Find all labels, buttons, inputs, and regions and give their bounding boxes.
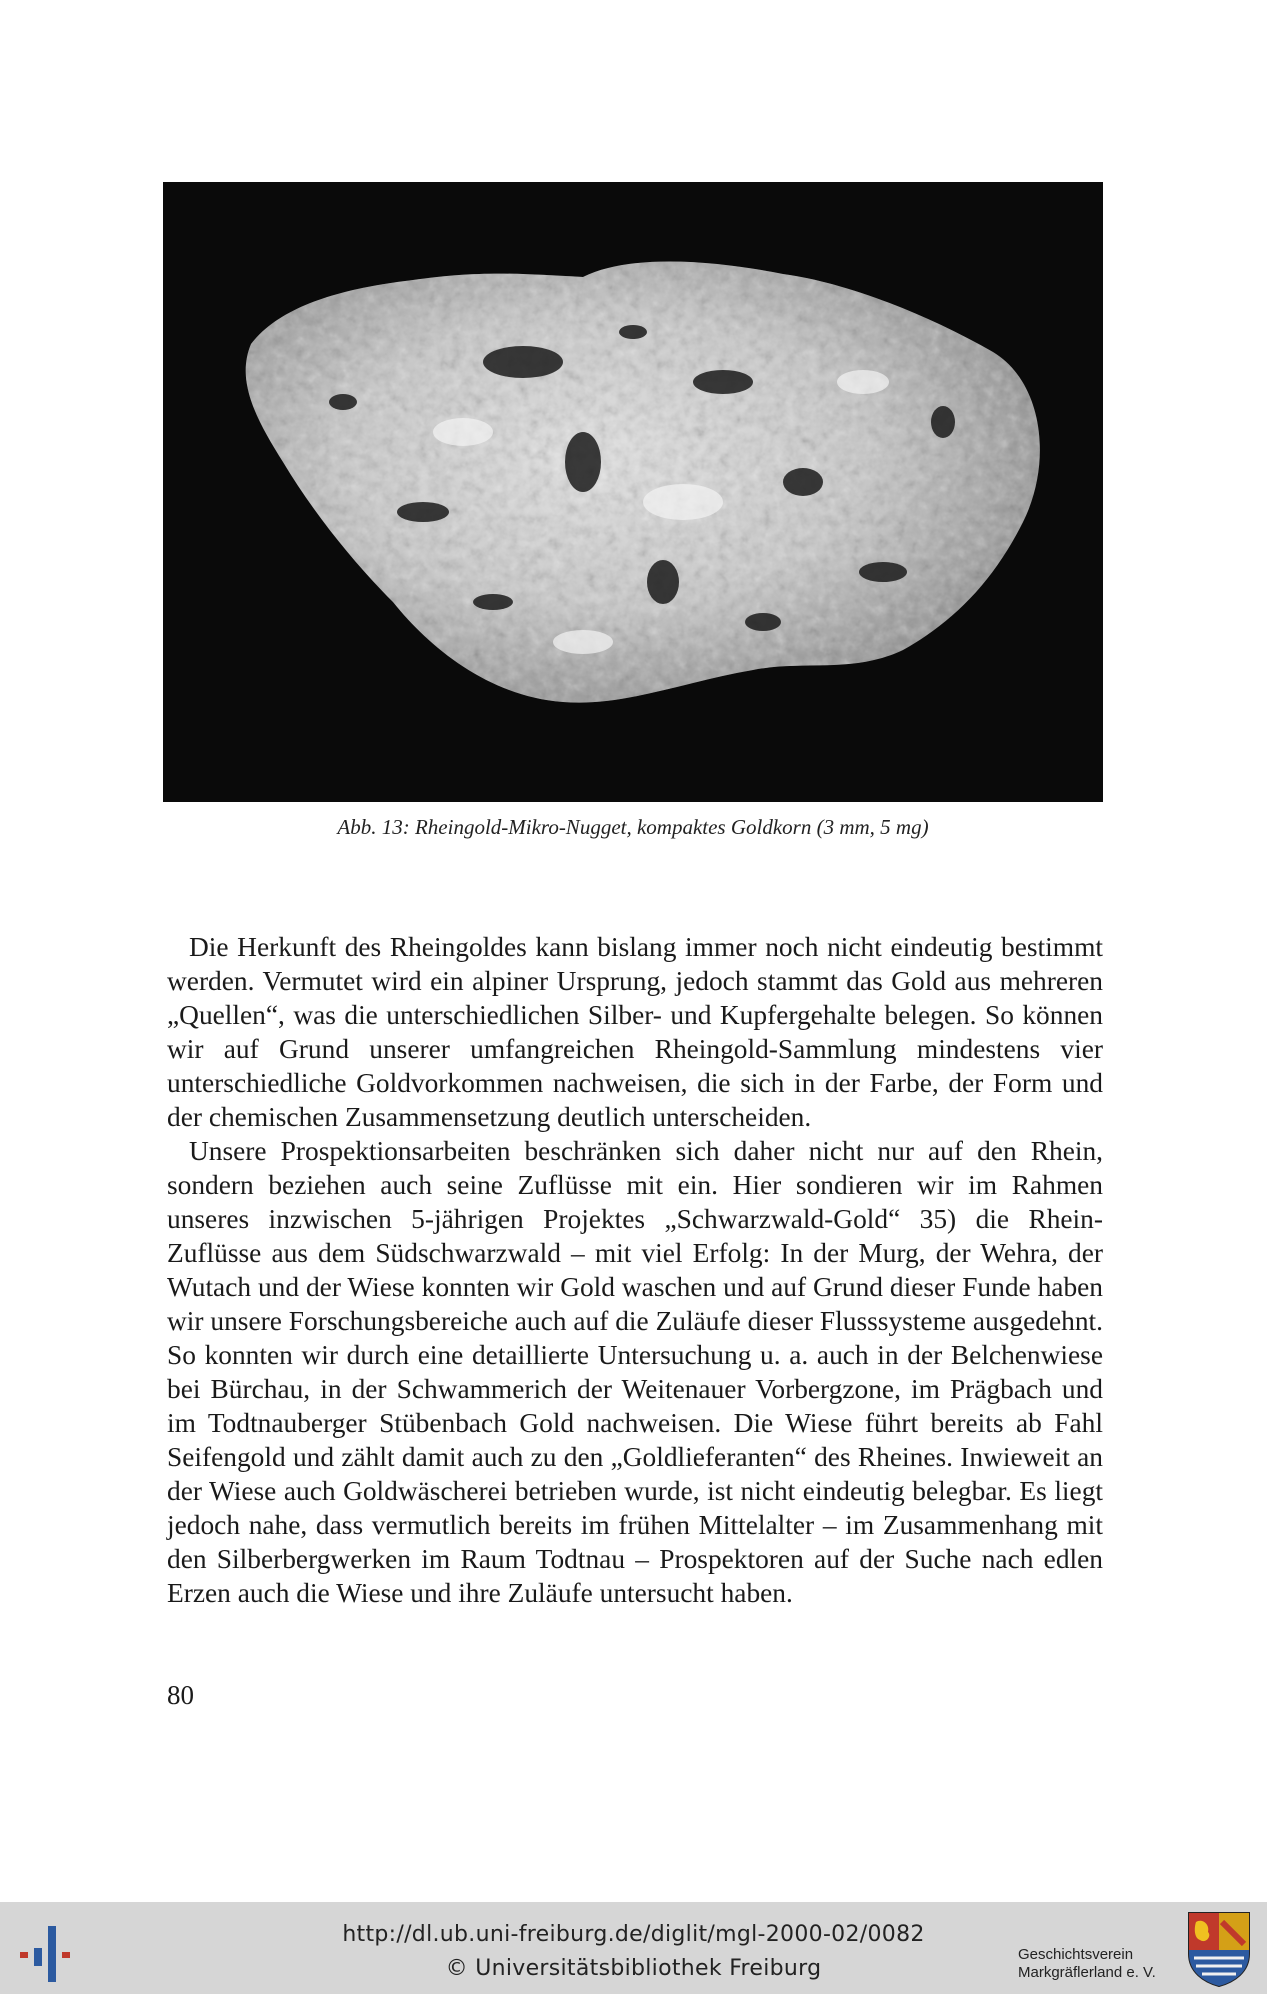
society-name-line-2: Markgräflerland e. V. — [1018, 1964, 1156, 1981]
copyright-text: © Universitätsbibliothek Freiburg — [445, 1956, 822, 1981]
nugget-photo — [163, 182, 1103, 802]
page-number: 80 — [167, 1680, 194, 1710]
footer-bar — [0, 1902, 1267, 1994]
paragraph: Unsere Prospektionsarbeiten beschränken sich daher nicht nur auf den Rhein, sondern beziehen auch seine Zuflüsse mit ein. Hier sondieren wir im Rahmen unseres inzwischen 5-jährigen Projektes „Schwarzwald-Gold“ 35) die Rhein-Zuflüsse aus dem Südschwarzwald – mit viel Erfolg: In der Murg, der Wehra, der Wutach und der Wiese konnten wir Gold waschen und auf Grund dieser Funde haben wir unsere Forschungsbereiche auch auf die Zuläufe dieser Flusssysteme ausgedehnt. So konnten wir durch eine detaillierte Untersuchung u. a. auch in der Belchenwiese bei Bürchau, in der Schwammerich der Weitenauer Vorbergzone, im Prägbach und im Todtnauberger Stübenbach Gold nachweisen. Die Wiese führt bereits ab Fahl Seifengold und zählt damit auch zu den „Goldlieferanten“ des Rheines. Inwieweit an der Wiese auch Goldwäscherei betrieben wurde, ist nicht eindeutig belegbar. Es liegt jedoch nahe, dass vermutlich bereits im frühen Mittelalter – im Zusammenhang mit den Silberbergwerken im Raum Todtnau – Prospektoren auf der Suche nach edlen Erzen auch die Wiese und ihre Zuläufe untersucht haben. — [167, 1136, 1103, 1608]
document-url-link[interactable]: http://dl.ub.uni-freiburg.de/diglit/mgl-2000-02/0082 — [342, 1922, 925, 1947]
figure-caption: Abb. 13: Rheingold-Mikro-Nugget, kompaktes Goldkorn (3 mm, 5 mg) — [337, 815, 929, 839]
coat-of-arms-icon — [1186, 1910, 1252, 1988]
society-name — [1018, 1946, 1156, 1982]
article-body — [167, 930, 1103, 1610]
society-name-line-1: Geschichtsverein — [1018, 1946, 1134, 1963]
paragraph: Die Herkunft des Rheingoldes kann bislang immer noch nicht eindeutig bestimmt werden. Vermutet wird ein alpiner Ursprung, jedoch stammt das Gold aus mehreren „Quellen“, was die unterschiedlichen Silber- und Kupfergehalte belegen. So können wir auf Grund unserer umfangreichen Rheingold-Sammlung mindestens vier unterschiedliche Goldvorkommen nachweisen, die sich in der Farbe, der Form und der chemischen Zusammensetzung deutlich unterscheiden. — [167, 932, 1103, 1132]
